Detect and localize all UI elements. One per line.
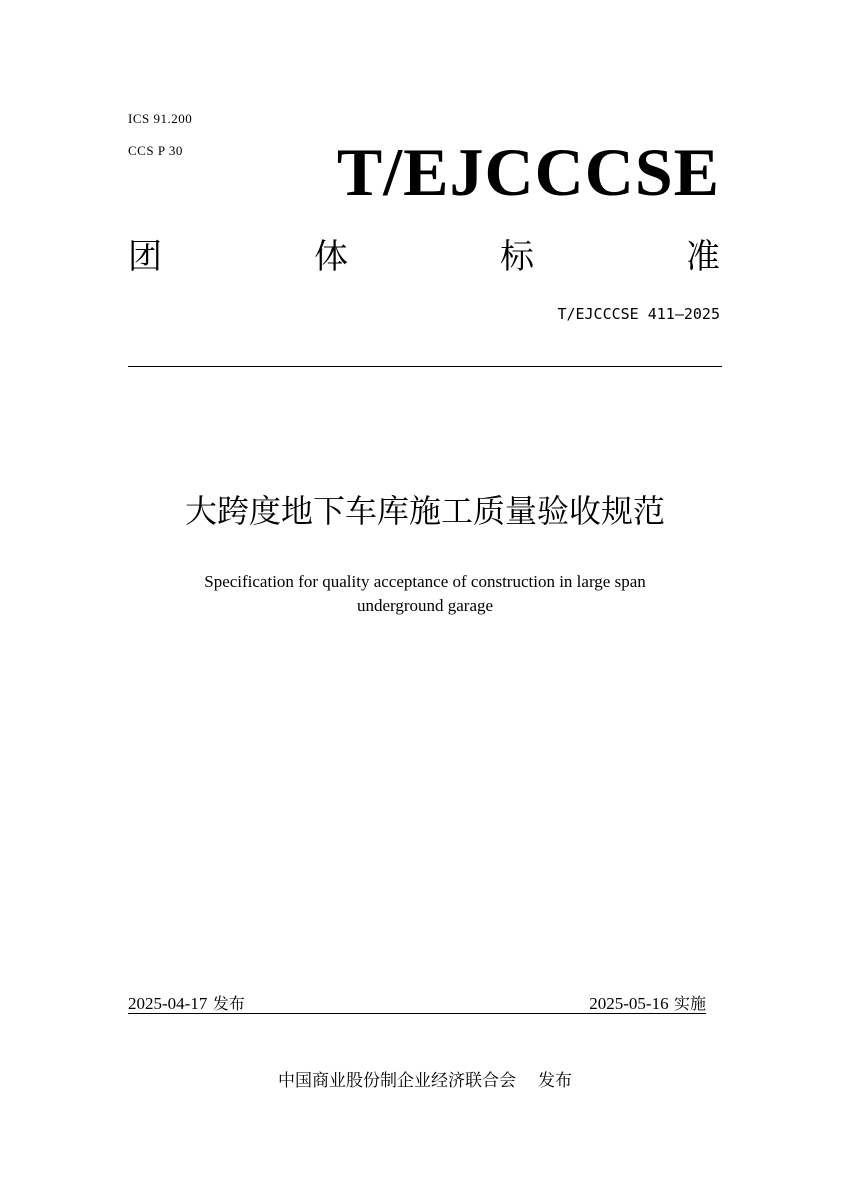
issue-date-block	[128, 994, 245, 1014]
implement-date-block	[589, 994, 706, 1014]
standard-number: T/EJCCCSE 411—2025	[557, 305, 720, 323]
date-row	[128, 994, 706, 1014]
header-divider	[128, 366, 722, 367]
publisher-label: 发布	[538, 1071, 572, 1091]
implement-label: 实施	[673, 994, 706, 1013]
date-divider	[128, 1013, 706, 1014]
standard-brand: T/EJCCCSE	[336, 134, 720, 210]
ccs-code: CCS P 30	[128, 143, 183, 158]
issue-label: 发布	[212, 994, 245, 1013]
english-title-line: Specification for quality acceptance of construction in large span	[204, 572, 646, 591]
standard-type-char: 体	[314, 237, 348, 277]
publisher-name: 中国商业股份制企业经济联合会	[278, 1071, 516, 1091]
chinese-title: 大跨度地下车库施工质量验收规范	[184, 492, 665, 530]
standard-type-char: 标	[500, 237, 534, 277]
publisher	[0, 1066, 850, 1091]
issue-date: 2025-04-17	[128, 994, 208, 1013]
standard-type	[128, 237, 720, 277]
english-title	[150, 570, 700, 618]
english-title-line: underground garage	[356, 596, 494, 615]
implement-date: 2025-05-16	[589, 994, 669, 1013]
ics-code: ICS 91.200	[128, 111, 193, 126]
standard-type-char: 准	[686, 237, 720, 277]
standard-type-char: 团	[128, 237, 162, 277]
